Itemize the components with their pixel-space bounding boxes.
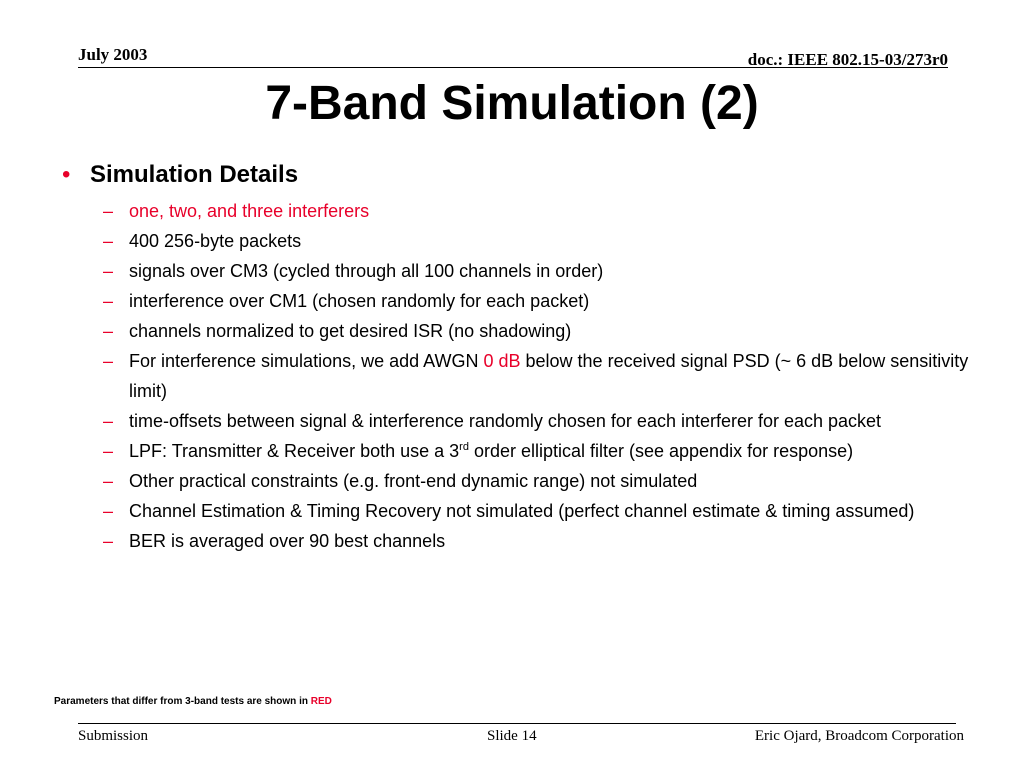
footnote (54, 696, 332, 707)
superscript-text: rd (459, 441, 469, 453)
dash-icon: – (103, 321, 114, 341)
list-item-text: interference over CM1 (chosen randomly for each packet) (129, 291, 590, 311)
list-item-text: one, two, and three interferers (129, 201, 370, 221)
list-item (103, 436, 1003, 466)
list-item-text: BER is averaged over 90 best channels (129, 531, 446, 551)
list-item-text: Channel Estimation & Timing Recovery not simulated (perfect channel estimate & timing assumed) (129, 501, 915, 521)
list-item (103, 496, 1003, 526)
list-item (103, 526, 1003, 556)
list-item-text: Other practical constraints (e.g. front-end dynamic range) not simulated (129, 471, 698, 491)
bullet-dot-icon: • (62, 161, 71, 188)
list-item-text: time-offsets between signal & interference randomly chosen for each interferer for each packet (129, 411, 882, 431)
header-divider (78, 67, 948, 68)
main-bullet-text: Simulation Details (90, 161, 299, 188)
list-item-text: signals over CM3 (cycled through all 100 channels in order) (129, 261, 604, 281)
slide-title: 7-Band Simulation (2) (265, 77, 759, 130)
footnote-red-word: RED (310, 696, 332, 707)
dash-icon: – (103, 261, 114, 281)
list-item (103, 466, 1003, 496)
footnote-text: Parameters that differ from 3-band tests are shown in (54, 696, 311, 707)
list-item (103, 346, 1003, 406)
list-item-text: LPF: Transmitter & Receiver both use a 3 (129, 441, 460, 461)
dash-icon: – (103, 471, 114, 491)
main-bullet (62, 160, 298, 190)
dash-icon: – (103, 291, 114, 311)
footer-submission: Submission (78, 728, 149, 744)
dash-icon: – (103, 441, 114, 461)
header-date: July 2003 (78, 45, 148, 64)
list-item (103, 286, 1003, 316)
dash-icon: – (103, 201, 114, 221)
highlight-text: 0 dB (483, 351, 521, 371)
dash-icon: – (103, 501, 114, 521)
list-item-text: For interference simulations, we add AWGN (129, 351, 484, 371)
footer-author: Eric Ojard, Broadcom Corporation (754, 728, 964, 744)
list-item (103, 196, 1003, 226)
sub-bullet-list (103, 196, 1003, 556)
dash-icon: – (103, 231, 114, 251)
list-item (103, 256, 1003, 286)
dash-icon: – (103, 411, 114, 431)
footer-slide-number: Slide 14 (487, 728, 537, 744)
list-item-text: order elliptical filter (see appendix for response) (468, 441, 854, 461)
list-item (103, 316, 1003, 346)
list-item-text: 400 256-byte packets (129, 231, 302, 251)
list-item-text: below the received signal PSD (~ 6 dB below sensitivity limit) (129, 351, 969, 401)
footer-divider (78, 723, 956, 724)
dash-icon: – (103, 351, 114, 371)
list-item (103, 406, 1003, 436)
header-doc-id: doc.: IEEE 802.15-03/273r0 (747, 50, 948, 69)
list-item-text: channels normalized to get desired ISR (no shadowing) (129, 321, 572, 341)
list-item (103, 226, 1003, 256)
dash-icon: – (103, 531, 114, 551)
